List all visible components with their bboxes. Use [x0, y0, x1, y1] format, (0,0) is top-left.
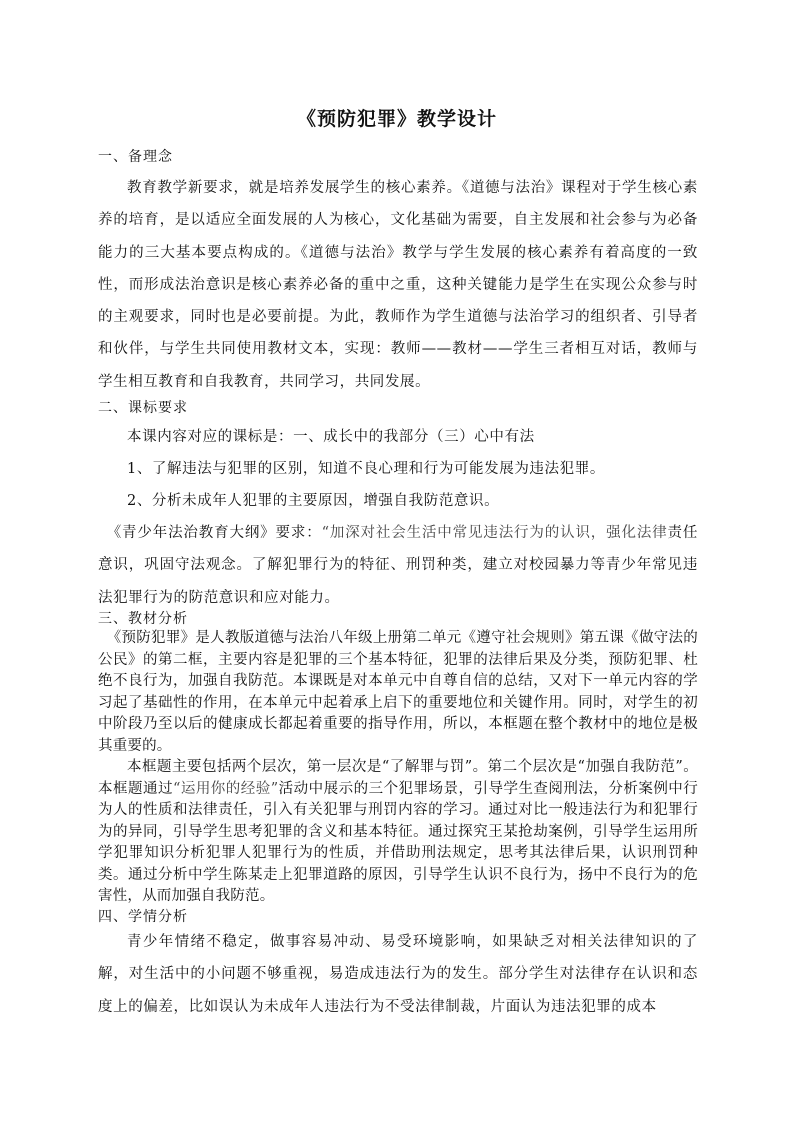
paragraph-2-part-b: 活动中展示的三个犯罪场景，引导学生查阅刑法，分析案例中行为人的性质和法律责任，引入有关犯罪与刑罚内容的学习。通过对比一般违法行为和犯罪行为的异同，引导学生思考犯罪的含义和基本特征。通过探究王某抢劫案例，引导学生运用所学犯罪知识分析犯罪人犯罪行为的性质，并借助刑法规定，思考其法律后果，认识刑罚种类。通过分析中学生陈某走上犯罪道路的原因，引导学生认识不良行为，扬中不良行为的危害性，从而加强自我防范。 [98, 780, 698, 904]
section-2-item-1: 1、了解违法与犯罪的区别，知道不良心理和行为可能发展为违法犯罪。 [127, 461, 605, 477]
paragraph-2-part-a: 本框题主要包括两个层次，第一层次是“了解罪与罚”。第二个层次是“加强自我防范”。本框题通过 [98, 759, 698, 797]
section-3-paragraph-2 [98, 757, 698, 908]
outline-quote: “加深对社会生活中常见违法行为的认识，强化法律 [321, 525, 668, 541]
section-1-heading: 一、备理念 [98, 149, 173, 165]
section-3-paragraph-1: 《预防犯罪》是人教版道德与法治八年级上册第二单元《遵守社会规则》第五课《做守法的公民》的第二框，主要内容是犯罪的三个基本特征，犯罪的法律后果及分类，预防犯罪、杜绝不良行为，加强自我防范。本课既是对本单元中自尊自信的总结，又对下一单元内容的学习起了基础性的作用，在本单元中起着承上启下的重要地位和关键作用。同时，对学生的初中阶段乃至以后的健康成长都起着重要的指导作用，所以，本框题在整个教材中的地位是极其重要的。 [98, 630, 698, 754]
section-2-item-2: 2、分析未成年人犯罪的主要原因，增强自我防范意识。 [127, 493, 500, 509]
outline-rest: 责任意识，巩固守法观念。了解犯罪行为的特征、刑罚种类，建立对校园暴力等青少年常见违法犯罪行为的防范意识和应对能力。 [98, 525, 698, 606]
section-2-heading: 二、课标要求 [98, 400, 188, 416]
section-2-outline-paragraph [98, 517, 698, 614]
section-3-heading: 三、教材分析 [98, 611, 188, 627]
section-1-paragraph: 教育教学新要求，就是培养发展学生的核心素养。《道德与法治》课程对于学生核心素养的培育，是以适应全面发展的人为核心，文化基础为需要，自主发展和社会参与为必备能力的三大基本要点构成的。《道德与法治》教学与学生发展的核心素养有着高度的一致性，而形成法治意识是核心素养必备的重中之重，这种关键能力是学生在实现公众参与时的主观要求，同时也是必要前提。为此，教师作为学生道德与法治学习的组织者、引导者和伙伴，与学生共同使用教材文本，实现：教师——教材——学生三者相互对话，教师与学生相互教育和自我教育，共同学习，共同发展。 [98, 180, 698, 390]
section-4-paragraph: 青少年情绪不稳定，做事容易冲动、易受环境影响，如果缺乏对相关法律知识的了解，对生活中的小问题不够重视，易造成违法行为的发生。部分学生对法律存在认识和态度上的偏差，比如误认为未成年人违法行为不受法律制裁，片面认为违法犯罪的成本 [98, 934, 698, 1015]
section-2-intro: 本课内容对应的课标是：一、成长中的我部分（三）心中有法 [127, 429, 535, 445]
section-4-heading: 四、学情分析 [98, 909, 188, 925]
outline-lead: 《青少年法治教育大纲》要求： [106, 525, 322, 541]
page-title: 《预防犯罪》教学设计 [296, 108, 497, 130]
paragraph-2-highlight: “运用你的经验” [172, 780, 279, 797]
